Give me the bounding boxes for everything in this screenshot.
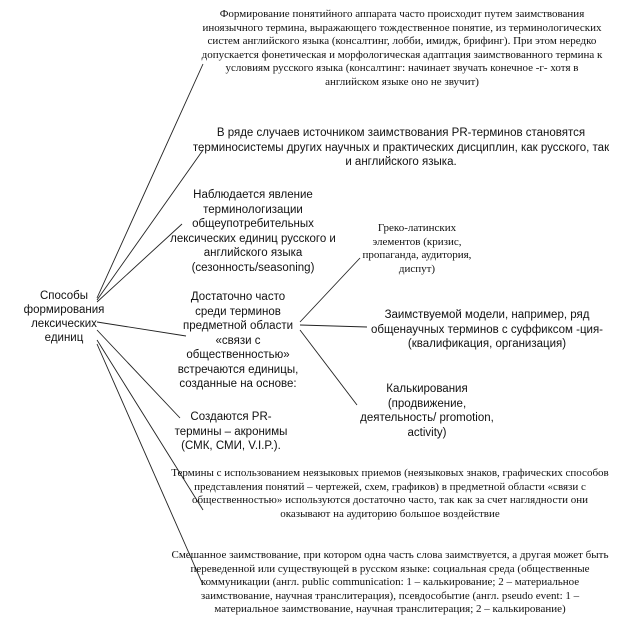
connector-root-formed (97, 322, 186, 336)
branch-acronyms: Создаются PR-термины – акронимы (СМК, СМИ, V.I.P.). (174, 411, 288, 452)
connector-formed-model (300, 325, 367, 327)
connector-formed-calquing (300, 330, 357, 405)
root-node: Способы формирования лексических единиц (23, 290, 105, 344)
branch-terminologization: Наблюдается явление терминологизации общеупотребительных лексических единиц русского и английского языка (сезонность/seasoning) (170, 189, 336, 274)
sub-branch-calquing: Калькирования (продвижение, деятельность/ promotion, activity) (360, 383, 494, 439)
branch-formed-units: Достаточно часто среди терминов предметной области «связи с общественностью» встречаются единицы, созданные на основе: (177, 291, 299, 390)
branch-mixed: Смешанное заимствование, при котором одна часть слова заимствуется, а другая может быть переведенной или существующей в русском языке: социальная среда (общественные коммуникации (англ. public communication: 1 – калькирование; 2 – материальное заимствование, научная транслитерация), псевдособытие (англ. pseudo event: 1 – материальное заимствование, научная транслитерация; 2 – калькирование) (171, 549, 609, 615)
branch-nonlinguistic: Термины с использованием неязыковых приемов (неязыковых знаков, графических способов представления понятий – чертежей, схем, графиков) в предметной области «связи с общественностью» используются достаточно часто, так как за счет наглядности они оказывают на аудиторию большое воздействие (171, 467, 609, 520)
connector-root-acronyms (97, 330, 180, 418)
sub-branch-greco-latin: Греко-латинских элементов (кризис, пропаганда, аудитория, диспут) (362, 222, 472, 275)
branch-phonetic: Формирование понятийного аппарата часто происходит путем заимствования иноязычного термина, выражающего тождественное понятие, из терминологических систем английского языка (консалтинг, лобби, имидж, брифинг). При этом нередко допускается фонетическая и морфологическая адаптация заимствованного термина к условиям русского языка (консалтинг: начинает звучать конечное -г- хотя в английском языке оно не звучит) (201, 8, 603, 88)
branch-other-disciplines: В ряде случаев источником заимствования PR-терминов становятся терминосистемы других научных и практических дисциплин, как русского, так и английского языка. (192, 127, 610, 168)
sub-branch-borrowed-model: Заимствуемой модели, например, ряд общенаучных терминов с суффиксом -ция- (квалификация, организация) (370, 309, 604, 350)
